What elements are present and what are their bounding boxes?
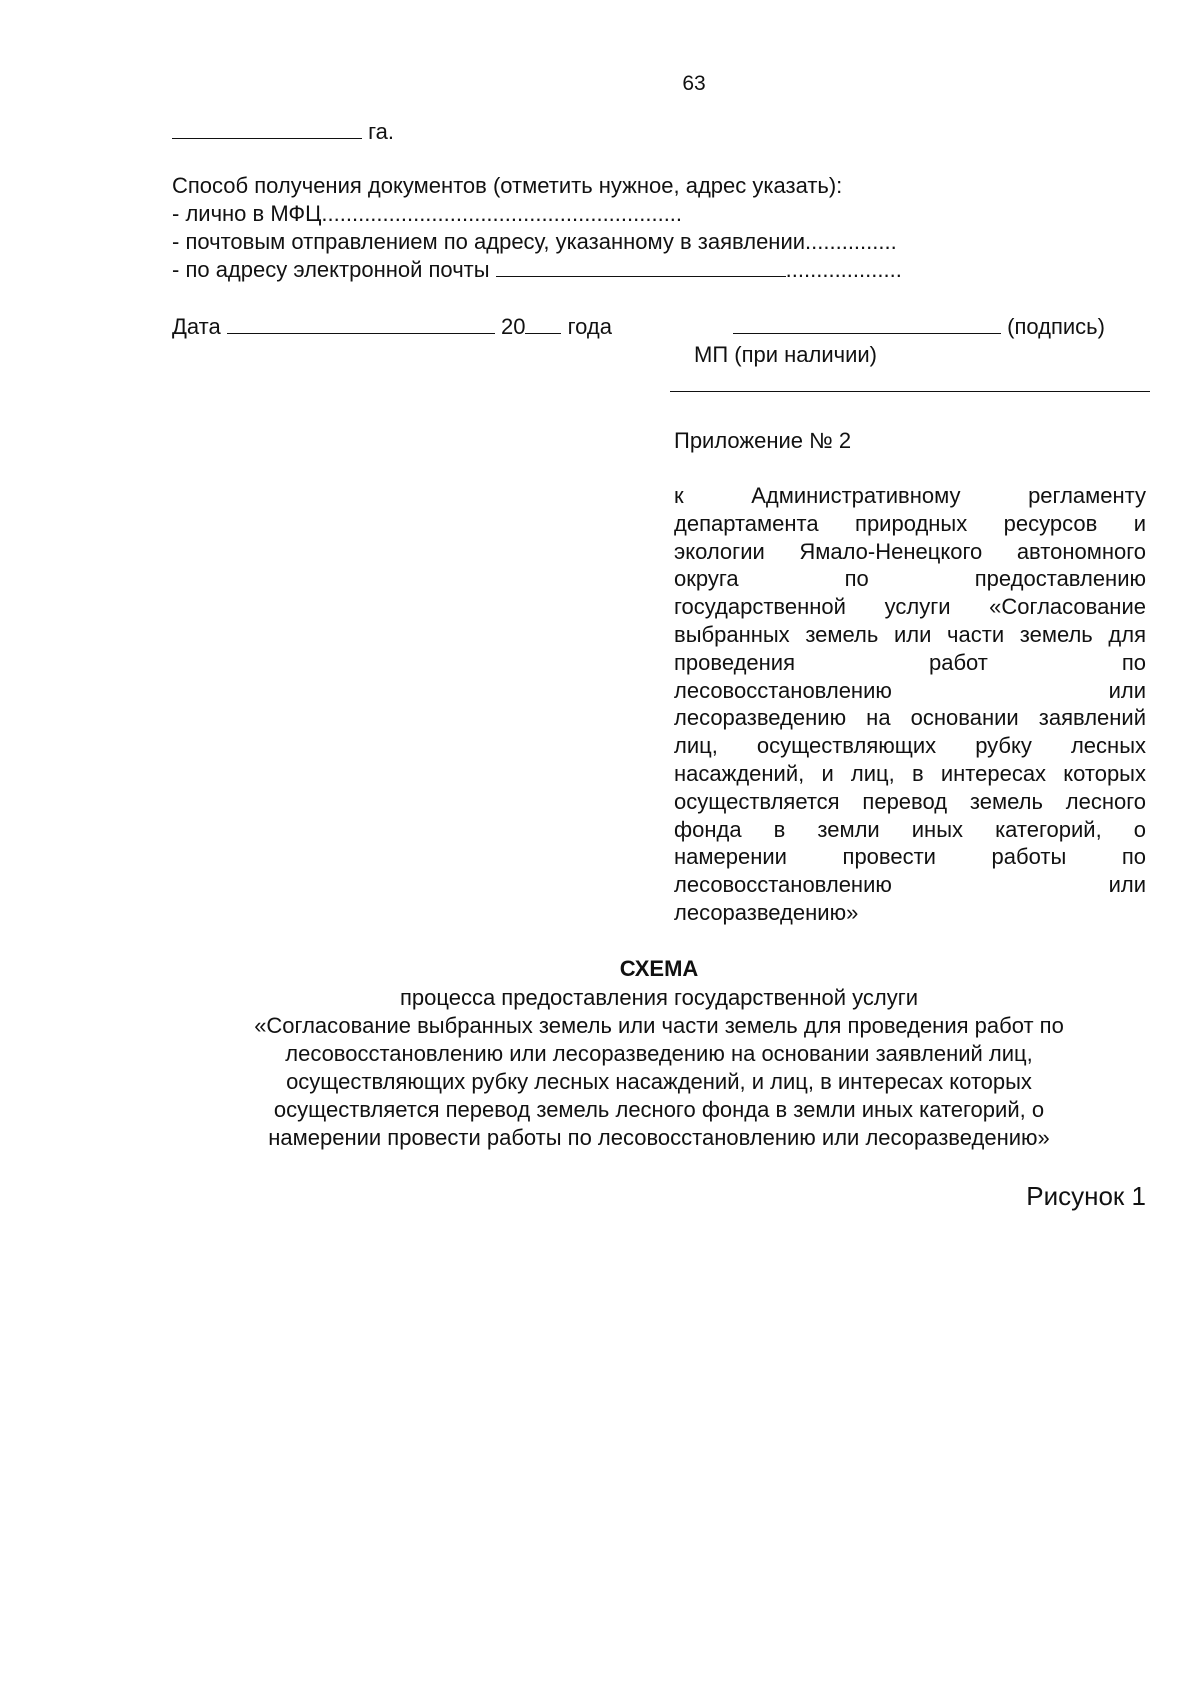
appendix-line: департамента природных ресурсов и xyxy=(674,510,1146,536)
year-blank xyxy=(525,315,561,334)
email-dots: ................... xyxy=(785,257,902,282)
appendix-line: насаждений, и лиц, в интересах которых xyxy=(674,760,1146,786)
schema-line: осуществляется перевод земель лесного фонда в земли иных категорий, о xyxy=(273,1097,1045,1122)
email-blank xyxy=(496,258,786,277)
date-label: Дата xyxy=(172,314,221,339)
appendix-line: выбранных земель или части земель для xyxy=(674,621,1146,647)
appendix-line: лесовосстановлению или xyxy=(674,872,1146,898)
schema-line: лесовосстановлению или лесоразведению на основании заявлений лиц, xyxy=(285,1041,1033,1066)
appendix-line: лиц, осуществляющих рубку лесных xyxy=(674,733,1146,759)
date-blank xyxy=(227,315,495,334)
appendix-reference xyxy=(674,482,1146,927)
signature-blank xyxy=(733,315,1001,334)
delivery-option-post: - почтовым отправлением по адресу, указанному в заявлении............... xyxy=(172,229,897,254)
appendix-line: лесоразведению на основании заявлений xyxy=(674,705,1146,731)
year-suffix: года xyxy=(567,314,612,339)
appendix-line: намерении провести работы по xyxy=(674,844,1146,870)
seal-note: МП (при наличии) xyxy=(694,342,878,367)
appendix-line: государственной услуги «Согласование xyxy=(674,594,1146,620)
area-blank xyxy=(172,120,362,139)
delivery-option-mfc: - лично в МФЦ........................................................... xyxy=(172,201,683,226)
appendix-line: лесовосстановлению или xyxy=(674,677,1146,703)
appendix-line: проведения работ по xyxy=(674,649,1146,675)
delivery-method-title: Способ получения документов (отметить нужное, адрес указать): xyxy=(172,173,843,198)
appendix-line: экологии Ямало-Ненецкого автономного xyxy=(674,538,1146,564)
appendix-line: к Административному регламенту xyxy=(674,483,1146,508)
appendix-line: фонда в земли иных категорий, о xyxy=(674,816,1146,842)
appendix-number: Приложение № 2 xyxy=(674,428,852,453)
schema-title: СХЕМА xyxy=(619,956,699,981)
year-prefix: 20 xyxy=(500,314,526,339)
delivery-option-email-label: - по адресу электронной почты xyxy=(172,257,490,282)
schema-line: осуществляющих рубку лесных насаждений, и лиц, в интересах которых xyxy=(286,1069,1032,1094)
figure-label: Рисунок 1 xyxy=(1026,1181,1146,1211)
delivery-option-email xyxy=(172,257,902,283)
schema-line: намерении провести работы по лесовосстановлению или лесоразведению» xyxy=(268,1125,1050,1150)
area-unit: га. xyxy=(368,119,395,144)
signature-label: (подпись) xyxy=(1007,314,1105,339)
area-field-line xyxy=(172,119,394,145)
appendix-line: лесоразведению» xyxy=(674,899,859,925)
schema-line: «Согласование выбранных земель или части земель для проведения работ по xyxy=(254,1013,1064,1038)
schema-description xyxy=(150,984,1168,1152)
appendix-line: округа по предоставлению xyxy=(674,566,1146,592)
page-number: 63 xyxy=(682,72,706,95)
date-line xyxy=(172,314,612,340)
signature-line xyxy=(733,314,1105,340)
appendix-line: осуществляется перевод земель лесного xyxy=(674,788,1146,814)
schema-line: процесса предоставления государственной услуги xyxy=(399,985,919,1010)
section-divider xyxy=(670,391,1150,392)
